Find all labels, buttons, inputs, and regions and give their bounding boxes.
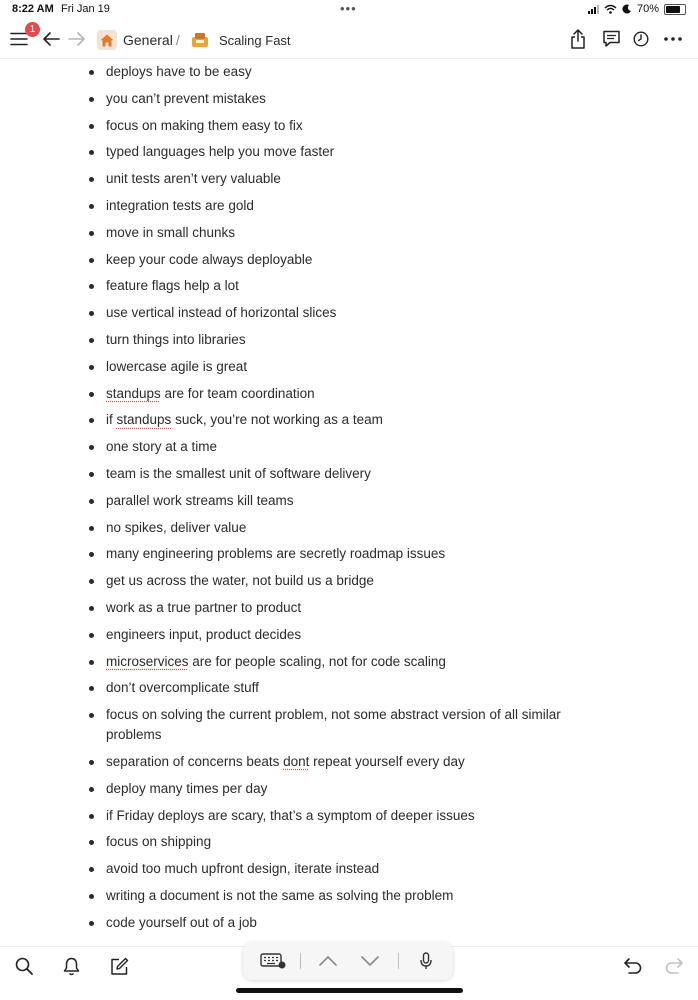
- list-item[interactable]: deploys have to be easy: [0, 62, 586, 82]
- notifications-button[interactable]: [59, 954, 83, 978]
- keyboard-icon: [260, 953, 286, 969]
- list-item[interactable]: engineers input, product decides: [0, 625, 586, 645]
- list-item-text: if: [106, 412, 117, 428]
- list-item-text: repeat yourself every day: [309, 753, 465, 769]
- list-item[interactable]: parallel work streams kill teams: [0, 491, 586, 511]
- list-item[interactable]: [0, 752, 586, 772]
- breadcrumb-parent-label: General: [123, 32, 173, 48]
- menu-button[interactable]: [8, 24, 36, 50]
- history-button[interactable]: [629, 27, 653, 51]
- more-horizontal-icon: [664, 37, 682, 41]
- list-item[interactable]: you can’t prevent mistakes: [0, 89, 586, 109]
- list-item-text: are for people scaling, not for code scaling: [188, 653, 446, 669]
- list-item[interactable]: get us across the water, not build us a bridge: [0, 571, 586, 591]
- home-indicator: [236, 988, 463, 993]
- list-item[interactable]: focus on making them easy to fix: [0, 116, 586, 136]
- search-button[interactable]: [12, 954, 36, 978]
- list-item[interactable]: team is the smallest unit of software delivery: [0, 464, 586, 484]
- list-item[interactable]: one story at a time: [0, 437, 586, 457]
- header-divider: [0, 58, 698, 59]
- keyboard-accessory-bar: [243, 942, 453, 980]
- redo-button[interactable]: [662, 954, 686, 978]
- list-item[interactable]: many engineering problems are secretly roadmap issues: [0, 544, 586, 564]
- share-icon: [570, 29, 586, 49]
- status-bar: [0, 0, 698, 20]
- wifi-icon: [604, 4, 617, 14]
- list-item[interactable]: focus on shipping: [0, 832, 586, 852]
- new-page-button[interactable]: [107, 954, 131, 978]
- battery-percent: 70%: [636, 3, 659, 15]
- chevron-up-icon: [319, 956, 337, 966]
- top-navigation-bar: [0, 22, 698, 58]
- list-item-text: suck, you’re not working as a team: [171, 412, 383, 428]
- dictation-button[interactable]: [411, 942, 441, 980]
- list-item[interactable]: move in small chunks: [0, 223, 586, 243]
- keyboard-toggle-button[interactable]: [253, 942, 293, 980]
- list-item[interactable]: use vertical instead of horizontal slices: [0, 303, 586, 323]
- spellcheck-flagged-word[interactable]: standups: [116, 412, 172, 428]
- battery-icon: [664, 4, 686, 15]
- cellular-signal-icon: [588, 5, 599, 14]
- list-item[interactable]: [0, 652, 586, 672]
- microphone-icon: [420, 952, 432, 970]
- bulleted-list[interactable]: [0, 62, 698, 933]
- hamburger-menu-icon: [10, 32, 28, 46]
- list-item[interactable]: work as a true partner to product: [0, 598, 586, 618]
- status-date: Fri Jan 19: [61, 3, 110, 15]
- comment-icon: [602, 30, 621, 48]
- list-item[interactable]: integration tests are gold: [0, 196, 586, 216]
- redo-icon: [664, 957, 684, 975]
- home-icon: [97, 30, 117, 50]
- list-item[interactable]: [0, 384, 586, 404]
- spellcheck-flagged-word[interactable]: microservices: [106, 653, 189, 669]
- previous-item-button[interactable]: [313, 942, 343, 980]
- arrow-right-icon: [68, 31, 86, 47]
- search-icon: [15, 957, 33, 975]
- list-item[interactable]: [0, 410, 586, 430]
- list-item[interactable]: deploy many times per day: [0, 779, 586, 799]
- list-item[interactable]: feature flags help a lot: [0, 276, 586, 296]
- bell-icon: [63, 957, 80, 976]
- notification-badge: 1: [25, 22, 40, 37]
- breadcrumb-separator: /: [175, 32, 180, 48]
- list-item[interactable]: avoid too much upfront design, iterate instead: [0, 859, 586, 879]
- back-button[interactable]: [40, 28, 62, 50]
- clock-icon: [633, 31, 649, 47]
- list-item[interactable]: lowercase agile is great: [0, 357, 586, 377]
- undo-icon: [623, 957, 643, 975]
- forward-button[interactable]: [66, 28, 88, 50]
- undo-button[interactable]: [621, 954, 645, 978]
- toolbar-separator: [300, 953, 301, 969]
- status-indicators: [588, 3, 686, 15]
- breadcrumb-page-label: Scaling Fast: [219, 32, 291, 48]
- more-button[interactable]: [661, 27, 685, 51]
- multitasking-dots-icon[interactable]: •••: [340, 1, 357, 16]
- share-button[interactable]: [566, 27, 590, 51]
- list-item[interactable]: keep your code always deployable: [0, 250, 586, 270]
- page-emoji-icon: [189, 30, 211, 50]
- page-content[interactable]: [0, 62, 698, 940]
- list-item[interactable]: focus on solving the current problem, not some abstract version of all similar problems: [0, 705, 586, 745]
- comments-button[interactable]: [599, 27, 623, 51]
- list-item-text: separation of concerns beats: [106, 753, 284, 769]
- toolbar-separator: [398, 953, 399, 969]
- list-item[interactable]: no spikes, deliver value: [0, 518, 586, 538]
- status-time: 8:22 AM: [12, 3, 54, 15]
- list-item-text: are for team coordination: [160, 385, 315, 401]
- breadcrumb-general[interactable]: [97, 27, 180, 53]
- list-item[interactable]: turn things into libraries: [0, 330, 586, 350]
- moon-icon: [622, 4, 632, 14]
- next-item-button[interactable]: [355, 942, 385, 980]
- list-item[interactable]: writing a document is not the same as solving the problem: [0, 886, 586, 906]
- breadcrumb-current-page[interactable]: [189, 27, 291, 53]
- spellcheck-flagged-word[interactable]: dont: [283, 753, 310, 769]
- list-item[interactable]: typed languages help you move faster: [0, 142, 586, 162]
- list-item[interactable]: if Friday deploys are scary, that’s a symptom of deeper issues: [0, 806, 586, 826]
- arrow-left-icon: [42, 31, 60, 47]
- compose-icon: [110, 957, 129, 976]
- spellcheck-flagged-word[interactable]: standups: [106, 385, 161, 401]
- list-item[interactable]: don’t overcomplicate stuff: [0, 678, 586, 698]
- list-item[interactable]: code yourself out of a job: [0, 913, 586, 933]
- chevron-down-icon: [361, 956, 379, 966]
- list-item[interactable]: unit tests aren’t very valuable: [0, 169, 586, 189]
